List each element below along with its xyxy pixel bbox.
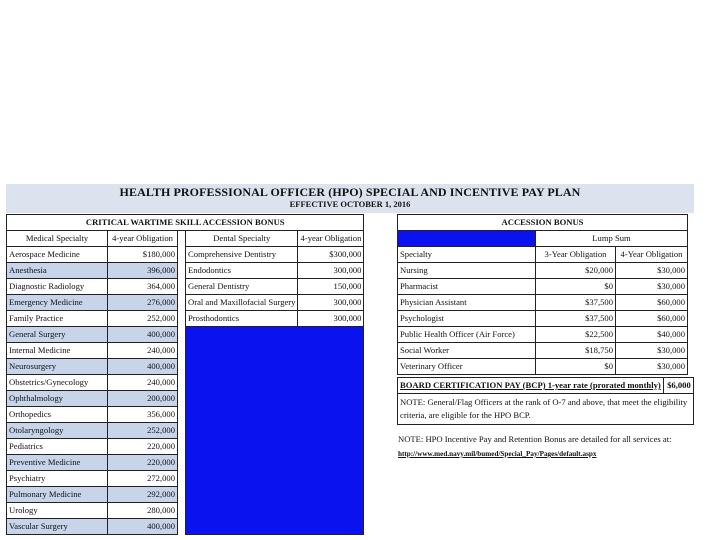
medical-specialty-cell: Psychiatry (7, 471, 108, 487)
table-row (7, 327, 364, 343)
medical-amount-cell: 400,000 (108, 519, 178, 535)
medical-specialty-cell: Obstetrics/Gynecology (7, 375, 108, 391)
four-year-cell: $60,000 (616, 295, 688, 311)
table-row (7, 295, 364, 311)
medical-specialty-cell: Urology (7, 503, 108, 519)
accession-specialty-cell: Public Health Officer (Air Force) (398, 327, 536, 343)
table-row (398, 311, 688, 327)
dental-specialty-header: Dental Specialty (186, 231, 298, 247)
table-row (7, 279, 364, 295)
dental-amount-cell: 300,000 (298, 311, 364, 327)
table-row (398, 343, 688, 359)
medical-obligation-header: 4-year Obligation (108, 231, 178, 247)
dental-specialty-cell: Prosthodontics (186, 311, 298, 327)
medical-amount-cell: 396,000 (108, 263, 178, 279)
four-year-cell: $30,000 (616, 263, 688, 279)
accession-table-caption: ACCESSION BONUS (398, 215, 688, 231)
medical-amount-cell: 400,000 (108, 327, 178, 343)
medical-amount-cell: 276,000 (108, 295, 178, 311)
accession-specialty-cell: Psychologist (398, 311, 536, 327)
four-year-cell: $30,000 (616, 279, 688, 295)
medical-amount-cell: 200,000 (108, 391, 178, 407)
three-year-cell: $37,500 (536, 311, 616, 327)
critical-table-caption: CRITICAL WARTIME SKILL ACCESSION BONUS (7, 215, 364, 231)
critical-wartime-table (6, 214, 364, 535)
medical-amount-cell: 252,000 (108, 423, 178, 439)
bcp-label: BOARD CERTIFICATION PAY (BCP) 1-year rate (prorated monthly) (398, 378, 664, 394)
three-year-cell: $0 (536, 279, 616, 295)
board-certification-table (397, 377, 694, 425)
three-year-cell: $22,500 (536, 327, 616, 343)
four-year-cell: $60,000 (616, 311, 688, 327)
accession-blue-cell (398, 231, 536, 247)
table-row (7, 311, 364, 327)
three-year-cell: $18,750 (536, 343, 616, 359)
medical-amount-cell: 356,000 (108, 407, 178, 423)
table-row (398, 295, 688, 311)
three-year-cell: $20,000 (536, 263, 616, 279)
medical-specialty-cell: Orthopedics (7, 407, 108, 423)
medical-amount-cell: $180,000 (108, 247, 178, 263)
medical-specialty-cell: Ophthalmology (7, 391, 108, 407)
incentive-url-link[interactable]: http://www.med.navy.mil/bumed/Special_Pay/Pages/default.aspx (398, 450, 597, 458)
medical-specialty-cell: Aerospace Medicine (7, 247, 108, 263)
three-year-cell: $0 (536, 359, 616, 375)
three-year-cell: $37,500 (536, 295, 616, 311)
medical-specialty-header: Medical Specialty (7, 231, 108, 247)
dental-specialty-cell: Comprehensive Dentistry (186, 247, 298, 263)
table-row (398, 263, 688, 279)
medical-amount-cell: 364,000 (108, 279, 178, 295)
incentive-note: NOTE: HPO Incentive Pay and Retention Bonus are detailed for all services at: (398, 434, 672, 444)
medical-amount-cell: 220,000 (108, 455, 178, 471)
medical-specialty-cell: Otolaryngology (7, 423, 108, 439)
medical-specialty-cell: Anesthesia (7, 263, 108, 279)
accession-specialty-cell: Physician Assistant (398, 295, 536, 311)
plan-title: HEALTH PROFESSIONAL OFFICER (HPO) SPECIAL AND INCENTIVE PAY PLAN (119, 185, 581, 199)
plan-effective-date: EFFECTIVE OCTOBER 1, 2016 (289, 199, 411, 209)
table-row (398, 327, 688, 343)
medical-amount-cell: 280,000 (108, 503, 178, 519)
accession-specialty-cell: Pharmacist (398, 279, 536, 295)
medical-specialty-cell: Vascular Surgery (7, 519, 108, 535)
dental-amount-cell: 300,000 (298, 295, 364, 311)
medical-amount-cell: 240,000 (108, 343, 178, 359)
medical-specialty-cell: Internal Medicine (7, 343, 108, 359)
medical-specialty-cell: Family Practice (7, 311, 108, 327)
medical-specialty-cell: Emergency Medicine (7, 295, 108, 311)
medical-amount-cell: 220,000 (108, 439, 178, 455)
accession-specialty-cell: Veterinary Officer (398, 359, 536, 375)
medical-amount-cell: 400,000 (108, 359, 178, 375)
dental-specialty-cell: Oral and Maxillofacial Surgery (186, 295, 298, 311)
accession-specialty-cell: Social Worker (398, 343, 536, 359)
four-year-cell: $30,000 (616, 359, 688, 375)
medical-specialty-cell: Neurosurgery (7, 359, 108, 375)
four-year-header: 4-Year Obligation (616, 247, 688, 263)
dental-amount-cell: 150,000 (298, 279, 364, 295)
medical-amount-cell: 292,000 (108, 487, 178, 503)
table-row (7, 247, 364, 263)
medical-specialty-cell: Pediatrics (7, 439, 108, 455)
accession-specialty-header: Specialty (398, 247, 536, 263)
dental-amount-cell: $300,000 (298, 247, 364, 263)
medical-specialty-cell: Diagnostic Radiology (7, 279, 108, 295)
medical-amount-cell: 272,000 (108, 471, 178, 487)
dental-blue-filler (186, 327, 364, 535)
medical-amount-cell: 240,000 (108, 375, 178, 391)
accession-bonus-table (397, 214, 688, 375)
bcp-amount: $6,000 (663, 378, 693, 394)
dental-specialty-cell: General Dentistry (186, 279, 298, 295)
medical-amount-cell: 252,000 (108, 311, 178, 327)
bcp-note: NOTE: General/Flag Officers at the rank of O-7 and above, that meet the eligibility criteria, are eligible for the HPO BCP. (398, 394, 694, 425)
table-row (398, 359, 688, 375)
table-row (7, 263, 364, 279)
four-year-cell: $40,000 (616, 327, 688, 343)
plan-header (6, 184, 694, 213)
medical-specialty-cell: Preventive Medicine (7, 455, 108, 471)
dental-obligation-header: 4-year Obligation (298, 231, 364, 247)
dental-amount-cell: 300,000 (298, 263, 364, 279)
accession-specialty-cell: Nursing (398, 263, 536, 279)
lump-sum-header: Lump Sum (536, 231, 688, 247)
four-year-cell: $30,000 (616, 343, 688, 359)
medical-specialty-cell: General Surgery (7, 327, 108, 343)
table-row (398, 279, 688, 295)
medical-specialty-cell: Pulmonary Medicine (7, 487, 108, 503)
dental-specialty-cell: Endodontics (186, 263, 298, 279)
three-year-header: 3-Year Obligation (536, 247, 616, 263)
